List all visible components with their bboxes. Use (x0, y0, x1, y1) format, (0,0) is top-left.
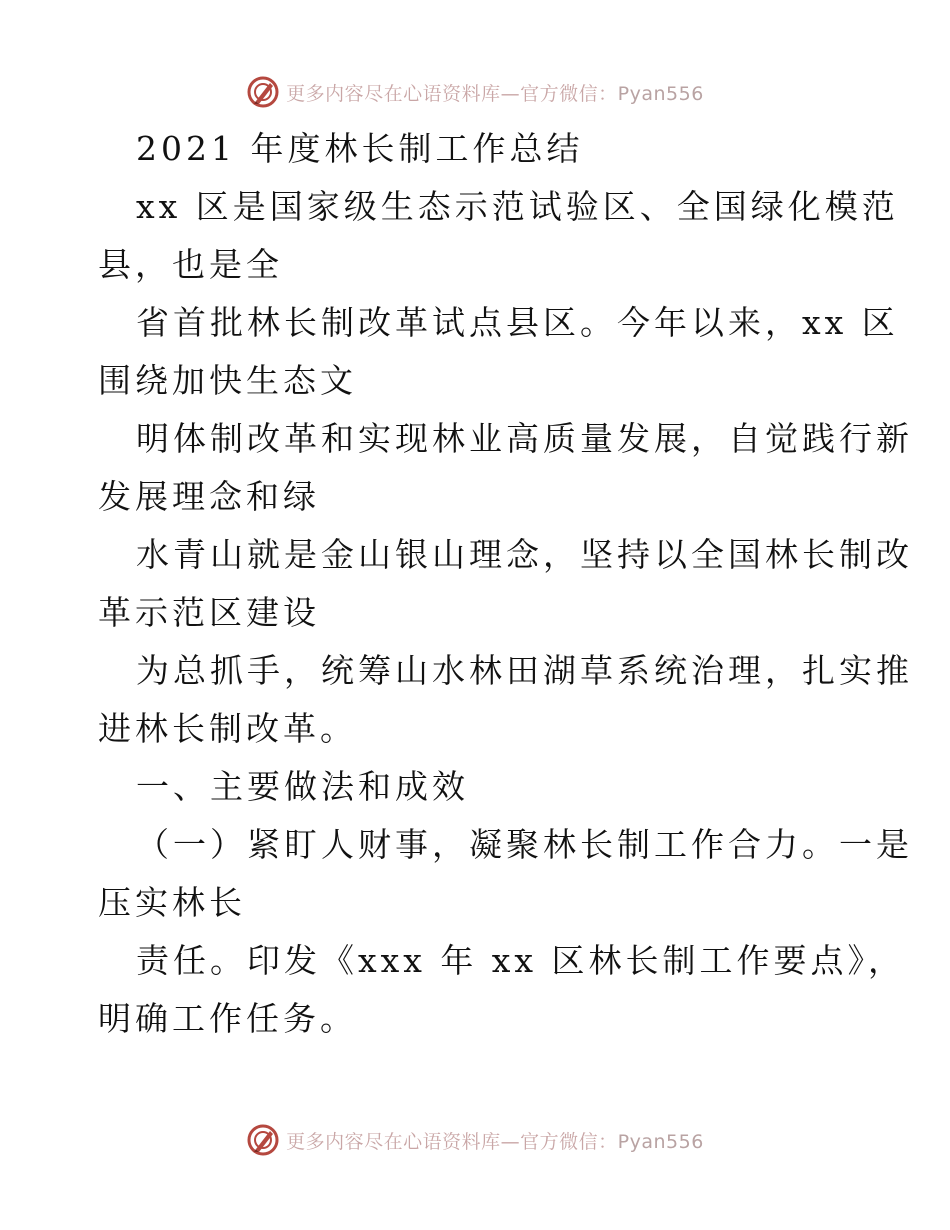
paragraph-line: 责任。印发《xxx 年 xx 区林长制工作要点》， (136, 941, 906, 980)
paragraph-line: 水青山就是金山银山理念，坚持以全国林长制改 (136, 535, 913, 574)
watermark-text: 更多内容尽在心语资料库—官方微信：Pyan556 (286, 82, 704, 105)
paragraph-line: 明确工作任务。 (98, 999, 357, 1038)
paragraph-line: 为总抓手，统筹山水林田湖草系统治理，扎实推 (136, 651, 913, 690)
paragraph-line: 县，也是全 (98, 245, 283, 284)
paragraph-line: 围绕加快生态文 (98, 361, 357, 400)
pen-circle-logo-icon (246, 1123, 280, 1157)
paragraph-line: 进林长制改革。 (98, 709, 357, 748)
section-heading: 一、主要做法和成效 (136, 767, 469, 806)
footer-watermark-banner (0, 1120, 950, 1160)
paragraph-line: xx 区是国家级生态示范试验区、全国绿化模范 (136, 187, 899, 226)
paragraph-line: 省首批林长制改革试点县区。今年以来，xx 区 (136, 303, 899, 342)
watermark-text: 更多内容尽在心语资料库—官方微信：Pyan556 (286, 1130, 704, 1153)
paragraph-line: （一）紧盯人财事，凝聚林长制工作合力。一是 (136, 825, 913, 864)
document-body (98, 120, 913, 1048)
pen-circle-logo-icon (246, 75, 280, 109)
document-title: 2021 年度林长制工作总结 (136, 129, 584, 168)
paragraph-line: 压实林长 (98, 883, 246, 922)
header-watermark-banner (0, 72, 950, 112)
paragraph-line: 发展理念和绿 (98, 477, 320, 516)
paragraph-line: 明体制改革和实现林业高质量发展，自觉践行新 (136, 419, 913, 458)
paragraph-line: 革示范区建设 (98, 593, 320, 632)
